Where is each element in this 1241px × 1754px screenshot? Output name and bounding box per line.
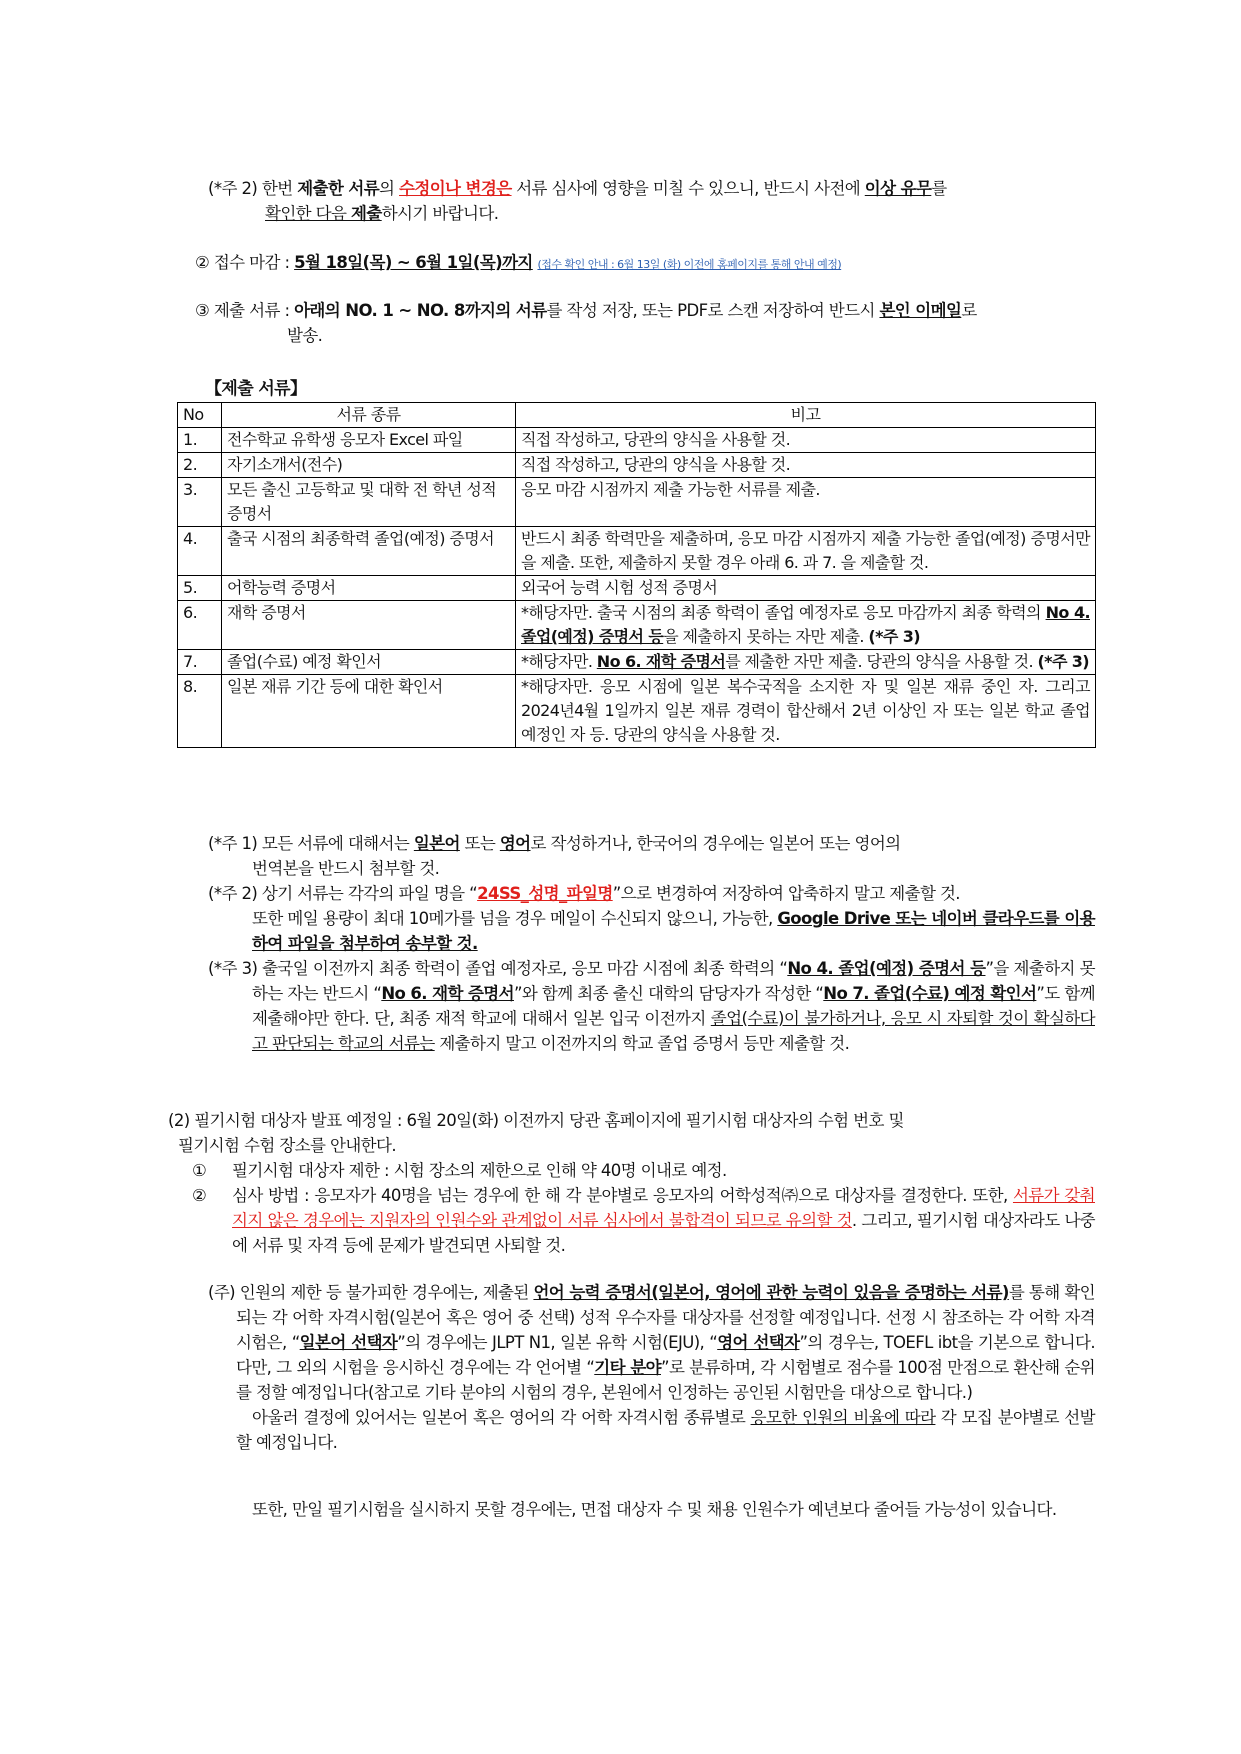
row-remark: 직접 작성하고, 당관의 양식을 사용할 것. xyxy=(516,453,1096,478)
table-row xyxy=(178,527,1096,576)
comment-ratio: 응모한 인원의 비율에 따라 xyxy=(750,1408,936,1427)
table-row xyxy=(178,478,1096,527)
row-remark xyxy=(516,650,1096,675)
note-bold-submitted: 제출한 서류 xyxy=(297,179,380,198)
section-2-heading xyxy=(168,1108,1095,1158)
row-remark xyxy=(516,601,1096,650)
comment-text: (주) 인원의 제한 등 불가피한 경우에는, 제출된 xyxy=(208,1283,534,1302)
deadline-line xyxy=(195,250,1095,277)
row-remark: 외국어 능력 시험 성적 증명서 xyxy=(516,576,1096,601)
note3-doc4: No 4. 졸업(예정) 증명서 등 xyxy=(787,959,986,978)
comment-english: 영어 선택자 xyxy=(717,1333,800,1352)
comment-text: ”의 경우에는 JLPT N1, 일본 유학 시험(EJU), “ xyxy=(397,1333,718,1352)
selection-comment xyxy=(208,1280,1095,1455)
section2-line2: 필기시험 수험 장소를 안내한다. xyxy=(178,1136,396,1155)
comment-text: 를 통해 확인되는 각 어학 자격시험(일본어 혹은 영어 중 선택) 성적 우수자를 대상자를 선정할 예정입니다. 선정 시 참조하는 각 어학 자격시험은, “ xyxy=(236,1283,1096,1352)
row-type: 어학능력 증명서 xyxy=(222,576,516,601)
note-text: 를 xyxy=(931,179,947,198)
note-line2-post: 하시기 바랍니다. xyxy=(381,204,499,223)
note-2 xyxy=(208,881,1095,956)
note3-text: 제출하지 말고 이전까지의 학교 졸업 증명서 등만 제출할 것. xyxy=(434,1034,850,1053)
item-text: . 그리고, 필기시험 대상자라도 나중에 서류 및 자격 등에 문제가 발견되면 사퇴할 것. xyxy=(232,1211,1095,1255)
row-type: 자기소개서(전수) xyxy=(222,453,516,478)
note-text: 의 xyxy=(379,179,400,198)
table-row xyxy=(178,601,1096,650)
row-type: 모든 출신 고등학교 및 대학 전 학년 성적 증명서 xyxy=(222,478,516,527)
closing-paragraph: 또한, 만일 필기시험을 실시하지 못할 경우에는, 면접 대상자 수 및 채용 인원수가 예년보다 줄어들 가능성이 있습니다. xyxy=(252,1500,1057,1519)
deadline-dates: 5월 18일(목) ~ 6월 1일(목)까지 xyxy=(294,253,533,272)
comment-other: 기타 분야 xyxy=(594,1358,661,1377)
header-remark: 비고 xyxy=(516,403,1096,428)
note-bold-check: 이상 유무 xyxy=(864,179,932,198)
note3-doc6: No 6. 재학 증명서 xyxy=(381,984,514,1003)
table-row xyxy=(178,650,1096,675)
note2-cloud: Google Drive 또는 네이버 클라우드를 이용하여 파일을 첨부하여 송부할 것. xyxy=(252,909,1095,953)
row-remark: 직접 작성하고, 당관의 양식을 사용할 것. xyxy=(516,428,1096,453)
note-line2-bold: 제출 xyxy=(351,204,382,223)
remark-bold: No 6. 재학 증명서 xyxy=(596,652,726,671)
row-no: 8. xyxy=(178,675,222,748)
table-row xyxy=(178,428,1096,453)
comment-text: ”의 경우는, TOEFL ibt을 기본으로 합니다. 다만, 그 외의 시험을 응시하신 경우에는 각 언어별 “ xyxy=(236,1333,1095,1377)
list-item xyxy=(192,1183,1095,1258)
header-type: 서류 종류 xyxy=(222,403,516,428)
remark-text: *해당자만. 출국 시점의 최종 학력이 졸업 예정자로 응모 마감까지 최종 학력의 xyxy=(521,603,1046,622)
comment-japanese: 일본어 선택자 xyxy=(299,1333,398,1352)
section-2-items xyxy=(192,1158,1095,1258)
row-no: 1. xyxy=(178,428,222,453)
row-type: 전수학교 유학생 응모자 Excel 파일 xyxy=(222,428,516,453)
list-item xyxy=(192,1158,1095,1183)
note3-text: (*주 3) 출국일 이전까지 최종 학력이 졸업 예정자로, 응모 마감 시점에 최종 학력의 “ xyxy=(208,959,788,978)
comment-language-cert: 언어 능력 증명서(일본어, 영어에 관한 능력이 있음을 증명하는 서류) xyxy=(533,1283,1009,1302)
row-type: 출국 시점의 최종학력 졸업(예정) 증명서 xyxy=(222,527,516,576)
comment-text: ”로 분류하며, 각 시험별로 점수를 100점 만점으로 환산해 순위를 정할 예정입니다(참고로 기타 분야의 시험의 경우, 본원에서 인정하는 공인된 시험만을 대상으로 합니다.) xyxy=(236,1358,1095,1402)
row-no: 3. xyxy=(178,478,222,527)
note2-filename: 24SS_성명_파일명 xyxy=(477,884,613,903)
submission-range: 아래의 NO. 1 ~ NO. 8까지의 서류 xyxy=(294,301,547,320)
row-no: 4. xyxy=(178,527,222,576)
table-header-row xyxy=(178,403,1096,428)
comment-text: 각 모집 분야별로 선발할 예정입니다. xyxy=(236,1408,1095,1452)
note3-text: ”도 함께 제출해야만 한다. 단, 최종 재적 학교에 대해서 일본 입국 이전까지 xyxy=(252,984,1095,1028)
row-type: 졸업(수료) 예정 확인서 xyxy=(222,650,516,675)
remark-bold: No 4. 졸업(예정) 증명서 등 xyxy=(521,603,1090,646)
item-text: 심사 방법 : 응모자가 40명을 넘는 경우에 한 해 각 분야별로 응모자의 어학성적㈜으로 대상자를 결정한다. 또한, xyxy=(232,1186,1013,1205)
row-type: 재학 증명서 xyxy=(222,601,516,650)
note1-line2: 번역본을 반드시 첨부할 것. xyxy=(252,859,440,878)
section2-line1: (2) 필기시험 대상자 발표 예정일 : 6월 20일(화) 이전까지 당관 홈페이지에 필기시험 대상자의 수험 번호 및 xyxy=(168,1111,904,1130)
item-text: 필기시험 대상자 제한 : 시험 장소의 제한으로 인해 약 40명 이내로 예정. xyxy=(232,1161,727,1180)
note1-text: 로 작성하거나, 한국어의 경우에는 일본어 또는 영어의 xyxy=(530,834,901,853)
deadline-label: ② 접수 마감 : xyxy=(195,253,295,272)
note-line2: 확인한 다음 xyxy=(265,204,351,223)
item-number: ② xyxy=(192,1186,207,1205)
submission-line xyxy=(195,298,1095,348)
row-type: 일본 재류 기간 등에 대한 확인서 xyxy=(222,675,516,748)
note-red-change: 수정이나 변경은 xyxy=(399,179,512,198)
note3-doc7: No 7. 졸업(수료) 예정 확인서 xyxy=(823,984,1037,1003)
table-row xyxy=(178,576,1096,601)
row-no: 6. xyxy=(178,601,222,650)
note-text: 서류 심사에 영향을 미칠 수 있으니, 반드시 사전에 xyxy=(511,179,865,198)
row-no: 5. xyxy=(178,576,222,601)
note2-text: ”으로 변경하여 저장하여 압축하지 말고 제출할 것. xyxy=(612,884,960,903)
table-row xyxy=(178,453,1096,478)
table-notes xyxy=(208,831,1095,1056)
note1-english: 영어 xyxy=(499,834,531,853)
submission-line2: 발송. xyxy=(287,326,323,345)
row-remark: 반드시 최종 학력만을 제출하며, 응모 마감 시점까지 제출 가능한 졸업(예정) 증명서만을 제출. 또한, 제출하지 못할 경우 아래 6. 과 7. 을 제출할 것. xyxy=(516,527,1096,576)
deadline-note: (접수 확인 안내 : 6월 13일 (화) 이전에 홈페이지를 통해 안내 예정) xyxy=(537,258,842,271)
row-remark: 응모 마감 시점까지 제출 가능한 서류를 제출. xyxy=(516,478,1096,527)
note3-underlined: 졸업(수료)이 불가하거나, 응모 시 자퇴할 것이 확실하다고 판단되는 학교의 서류는 xyxy=(252,1009,1095,1053)
note2-text: 또한 메일 용량이 최대 10메가를 넘을 경우 메일이 수신되지 않으니, 가능한, xyxy=(252,909,778,928)
remark-note-ref: (*주 3) xyxy=(1037,652,1090,671)
header-no: No xyxy=(178,403,222,428)
note-prefix: (*주 2) 한번 xyxy=(208,179,298,198)
remark-note-ref: (*주 3) xyxy=(868,627,920,646)
note-1 xyxy=(208,831,1095,881)
row-no: 2. xyxy=(178,453,222,478)
submission-label: ③ 제출 서류 : xyxy=(195,301,295,320)
note3-text: ”와 함께 최종 출신 대학의 담당자가 작성한 “ xyxy=(513,984,824,1003)
table-title: 【제출 서류】 xyxy=(205,379,307,399)
table-row xyxy=(178,675,1096,748)
row-remark: *해당자만. 응모 시점에 일본 복수국적을 소지한 자 및 일본 재류 중인 자. 그리고 2024년4월 1일까지 일본 재류 경력이 합산해서 2년 이상인 자 또는 일본 학교 졸업 예정인 자 등. 당관의 양식을 사용할 것. xyxy=(516,675,1096,748)
submission-email: 본인 이메일 xyxy=(879,301,962,320)
remark-text: 을 제출하지 못하는 자만 제출. xyxy=(663,627,869,646)
documents-table xyxy=(177,402,1096,748)
note3-text: ”을 제출하지 못하는 자는 반드시 “ xyxy=(252,959,1095,1003)
item-number: ① xyxy=(192,1161,207,1180)
remark-text: 를 제출한 자만 제출. 당관의 양식을 사용할 것. xyxy=(725,652,1038,671)
note1-text: 또는 xyxy=(459,834,500,853)
remark-text: *해당자만. xyxy=(521,652,597,671)
note-3 xyxy=(208,956,1095,1056)
submission-text: 를 작성 저장, 또는 PDF로 스캔 저장하여 반드시 xyxy=(546,301,880,320)
note1-text: (*주 1) 모든 서류에 대해서는 xyxy=(208,834,414,853)
item-warning: 서류가 갖춰지지 않은 경우에는 지원자의 인원수와 관계없이 서류 심사에서 불합격이 되므로 유의할 것 xyxy=(232,1186,1095,1230)
comment-text: 아울러 결정에 있어서는 일본어 혹은 영어의 각 어학 자격시험 종류별로 xyxy=(252,1408,751,1427)
row-no: 7. xyxy=(178,650,222,675)
note-resubmission xyxy=(208,176,1095,226)
submission-text: 로 xyxy=(961,301,977,320)
note1-japanese: 일본어 xyxy=(413,834,460,853)
note2-text: (*주 2) 상기 서류는 각각의 파일 명을 “ xyxy=(208,884,478,903)
